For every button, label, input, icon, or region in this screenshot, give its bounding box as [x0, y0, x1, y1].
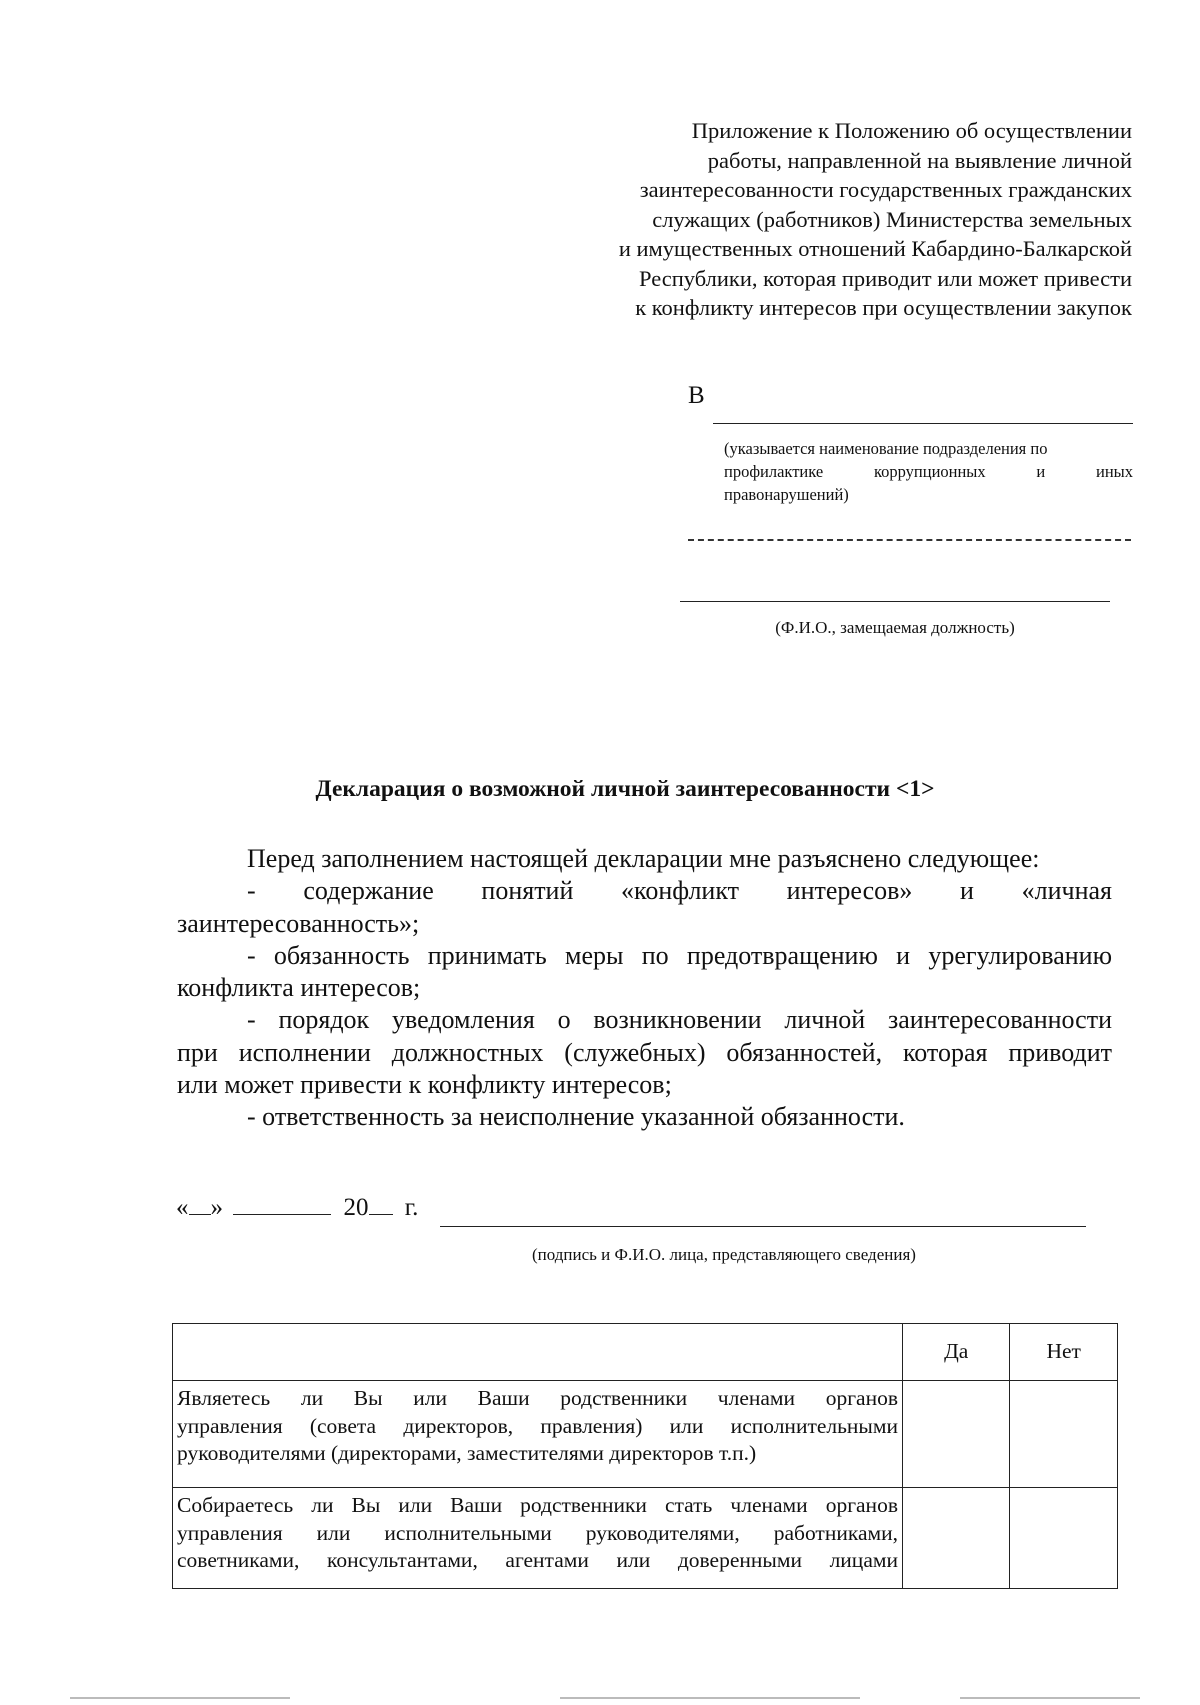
signature-line	[440, 1226, 1086, 1227]
appendix-line: и имущественных отношений Кабардино-Балкарской	[618, 236, 1132, 261]
fio-caption: (Ф.И.О., замещаемая должность)	[775, 618, 1015, 637]
appendix-line: Республики, которая приводит или может привести	[638, 265, 1132, 291]
body-line: или может привести к конфликту интересов;	[177, 1070, 672, 1100]
scan-artifact	[960, 1697, 1140, 1699]
question-line: руководителями (директорами, заместителями директоров т.п.)	[177, 1441, 757, 1465]
appendix-line: к конфликту интересов при осуществлении закупок	[635, 295, 1132, 320]
header-cell-question	[173, 1324, 903, 1381]
body-item-1	[177, 875, 1112, 940]
declaration-body	[177, 843, 1112, 1134]
question-line: Собираетесь ли Вы или Ваши родственники стать членами органов	[177, 1493, 898, 1517]
year-prefix: 20	[343, 1194, 369, 1221]
appendix-line: заинтересованности государственных гражданских	[639, 177, 1132, 202]
table-row	[173, 1381, 1118, 1488]
answer-yes-cell[interactable]	[902, 1381, 1009, 1488]
header-cell-yes: Да	[902, 1324, 1009, 1381]
answer-yes-cell[interactable]	[902, 1488, 1009, 1589]
body-item-2	[177, 940, 1112, 1005]
table-row	[173, 1488, 1118, 1589]
question-cell	[173, 1488, 903, 1589]
date-signature-row	[176, 1192, 418, 1222]
addressee-unit-line	[713, 423, 1133, 424]
appendix-line: служащих (работников) Министерства земельных	[652, 206, 1132, 232]
appendix-line: Приложение к Положению об осуществлении	[691, 118, 1132, 143]
month-blank	[233, 1192, 331, 1215]
note-line: (указывается наименование подразделения по	[724, 439, 1048, 458]
questions-table	[172, 1323, 1118, 1589]
note-line: профилактике коррупционных и иных	[724, 462, 1133, 481]
addressee-unit-note	[724, 437, 1133, 506]
year-suffix: г.	[404, 1194, 419, 1221]
body-line: - обязанность принимать меры по предотвращению и урегулированию	[247, 940, 1112, 970]
fio-line	[680, 601, 1110, 602]
question-cell	[173, 1381, 903, 1488]
header-cell-no: Нет	[1010, 1324, 1118, 1381]
body-line: - порядок уведомления о возникновении личной заинтересованности	[247, 1005, 1112, 1035]
body-intro: Перед заполнением настоящей декларации мне разъяснено следующее:	[247, 844, 1040, 873]
dashed-line	[688, 539, 1131, 541]
appendix-header	[532, 116, 1132, 323]
question-line: управления или исполнительными руководителями, работниками,	[177, 1520, 898, 1545]
answer-no-cell[interactable]	[1010, 1381, 1118, 1488]
body-line: заинтересованность»;	[177, 908, 420, 938]
body-line: - содержание понятий «конфликт интересов» и «личная	[247, 876, 1112, 906]
question-line: Являетесь ли Вы или Ваши родственники членами органов	[177, 1386, 898, 1410]
body-line: конфликта интересов;	[177, 973, 421, 1003]
declaration-title: Декларация о возможной личной заинтересованности <1>	[315, 776, 935, 802]
appendix-line: работы, направленной на выявление личной	[707, 147, 1132, 173]
year-blank	[369, 1192, 393, 1215]
day-blank	[189, 1192, 211, 1215]
answer-no-cell[interactable]	[1010, 1488, 1118, 1589]
note-line: правонарушений)	[724, 485, 849, 504]
table-header-row	[173, 1324, 1118, 1381]
quote-open: «	[176, 1194, 189, 1221]
body-item-3	[177, 1004, 1112, 1101]
question-line: советниками, консультантами, агентами или доверенными лицами	[177, 1548, 898, 1572]
body-line: при исполнении должностных (служебных) обязанностей, которая приводит	[177, 1037, 1112, 1067]
addressee-prefix: В	[688, 382, 705, 409]
scan-artifact	[560, 1697, 860, 1699]
quote-close: »	[210, 1194, 223, 1221]
body-item-4: - ответственность за неисполнение указанной обязанности.	[247, 1102, 905, 1132]
signature-caption: (подпись и Ф.И.О. лица, представляющего сведения)	[532, 1245, 916, 1264]
scan-artifact	[70, 1697, 290, 1699]
question-line: управления (совета директоров, правления) или исполнительными	[177, 1413, 898, 1438]
